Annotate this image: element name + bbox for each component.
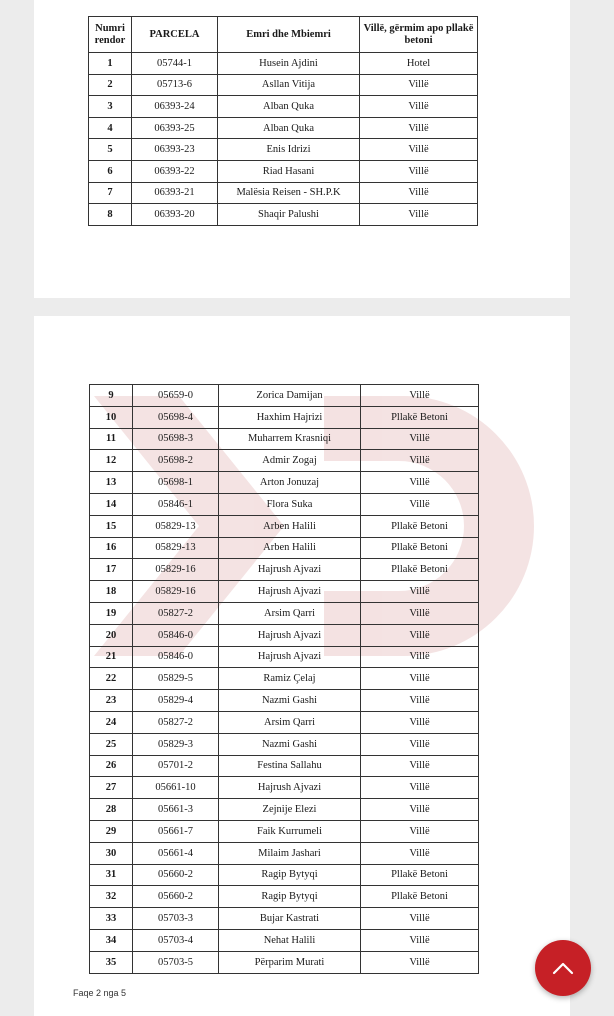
table-row: [90, 493, 479, 515]
cell-number: 26: [90, 755, 133, 777]
cell-parcel: 05829-16: [133, 559, 219, 581]
cell-parcel: 06393-25: [132, 117, 218, 139]
cell-structure-type: Pllakë Betoni: [361, 515, 479, 537]
cell-parcel: 05661-7: [133, 820, 219, 842]
cell-parcel: 05661-3: [133, 799, 219, 821]
cell-parcel: 05660-2: [133, 886, 219, 908]
table-row: [89, 139, 478, 161]
cell-owner-name: Festina Sallahu: [219, 755, 361, 777]
cell-owner-name: Milaim Jashari: [219, 842, 361, 864]
cell-structure-type: Villë: [361, 842, 479, 864]
cell-owner-name: Enis Idrizi: [218, 139, 360, 161]
cell-number: 4: [89, 117, 132, 139]
cell-number: 31: [90, 864, 133, 886]
cell-structure-type: Villë: [361, 711, 479, 733]
cell-parcel: 05827-2: [133, 711, 219, 733]
table-row: [89, 53, 478, 75]
table-row: [90, 406, 479, 428]
cell-number: 15: [90, 515, 133, 537]
cell-owner-name: Riad Hasani: [218, 160, 360, 182]
cell-number: 3: [89, 96, 132, 118]
cell-structure-type: Villë: [361, 493, 479, 515]
cell-parcel: 05846-0: [133, 646, 219, 668]
table-row: [90, 472, 479, 494]
document-page-2: [34, 316, 570, 1016]
cell-structure-type: Villë: [361, 472, 479, 494]
cell-owner-name: Malësia Reisen - SH.P.K: [218, 182, 360, 204]
cell-number: 30: [90, 842, 133, 864]
table-row: [89, 117, 478, 139]
table-row: [90, 799, 479, 821]
cell-number: 8: [89, 204, 132, 226]
table-header-row: [89, 17, 478, 53]
header-type: Villë, gërmim apo pllakë betoni: [360, 17, 478, 53]
cell-number: 13: [90, 472, 133, 494]
cell-structure-type: Villë: [361, 624, 479, 646]
table-row: [90, 581, 479, 603]
table-row: [90, 515, 479, 537]
cell-owner-name: Arsim Qarri: [219, 711, 361, 733]
cell-parcel: 06393-22: [132, 160, 218, 182]
cell-number: 29: [90, 820, 133, 842]
cell-number: 23: [90, 690, 133, 712]
cell-structure-type: Pllakë Betoni: [361, 406, 479, 428]
cell-owner-name: Shaqir Palushi: [218, 204, 360, 226]
cell-owner-name: Faik Kurrumeli: [219, 820, 361, 842]
table-row: [90, 690, 479, 712]
cell-number: 19: [90, 602, 133, 624]
cell-structure-type: Villë: [360, 139, 478, 161]
table-row: [90, 886, 479, 908]
cell-parcel: 06393-23: [132, 139, 218, 161]
cell-parcel: 06393-24: [132, 96, 218, 118]
cell-number: 6: [89, 160, 132, 182]
cell-structure-type: Villë: [360, 74, 478, 96]
cell-parcel: 05829-5: [133, 668, 219, 690]
cell-structure-type: Villë: [361, 755, 479, 777]
cell-parcel: 05698-4: [133, 406, 219, 428]
cell-structure-type: Pllakë Betoni: [361, 864, 479, 886]
cell-structure-type: Hotel: [360, 53, 478, 75]
cell-owner-name: Hajrush Ajvazi: [219, 646, 361, 668]
cell-parcel: 05713-6: [132, 74, 218, 96]
cell-owner-name: Ramiz Çelaj: [219, 668, 361, 690]
cell-parcel: 05829-13: [133, 515, 219, 537]
table-row: [89, 160, 478, 182]
cell-number: 18: [90, 581, 133, 603]
cell-number: 2: [89, 74, 132, 96]
chevron-up-icon: [552, 961, 574, 975]
table-row: [90, 842, 479, 864]
table-row: [90, 711, 479, 733]
cell-owner-name: Alban Quka: [218, 117, 360, 139]
cell-structure-type: Villë: [361, 668, 479, 690]
cell-structure-type: Villë: [361, 602, 479, 624]
cell-owner-name: Asllan Vitija: [218, 74, 360, 96]
cell-owner-name: Alban Quka: [218, 96, 360, 118]
cell-parcel: 05659-0: [133, 385, 219, 407]
cell-owner-name: Ragip Bytyqi: [219, 886, 361, 908]
cell-number: 35: [90, 951, 133, 973]
cell-structure-type: Pllakë Betoni: [361, 537, 479, 559]
cell-number: 12: [90, 450, 133, 472]
table-row: [89, 182, 478, 204]
cell-structure-type: Villë: [361, 385, 479, 407]
cell-owner-name: Zejnije Elezi: [219, 799, 361, 821]
cell-parcel: 05744-1: [132, 53, 218, 75]
table-row: [90, 668, 479, 690]
cell-parcel: 05846-0: [133, 624, 219, 646]
cell-structure-type: Villë: [361, 428, 479, 450]
cell-structure-type: Villë: [361, 929, 479, 951]
table-row: [90, 537, 479, 559]
cell-parcel: 05701-2: [133, 755, 219, 777]
cell-number: 27: [90, 777, 133, 799]
cell-parcel: 06393-21: [132, 182, 218, 204]
cell-parcel: 05829-13: [133, 537, 219, 559]
cell-owner-name: Hajrush Ajvazi: [219, 624, 361, 646]
cell-parcel: 06393-20: [132, 204, 218, 226]
cell-structure-type: Villë: [361, 733, 479, 755]
cell-structure-type: Villë: [361, 450, 479, 472]
cell-parcel: 05661-10: [133, 777, 219, 799]
cell-owner-name: Bujar Kastrati: [219, 908, 361, 930]
cell-parcel: 05703-4: [133, 929, 219, 951]
cell-number: 22: [90, 668, 133, 690]
table-row: [90, 908, 479, 930]
cell-structure-type: Pllakë Betoni: [361, 886, 479, 908]
table-row: [90, 646, 479, 668]
table-row: [90, 733, 479, 755]
cell-owner-name: Husein Ajdini: [218, 53, 360, 75]
cell-structure-type: Villë: [361, 799, 479, 821]
table-row: [90, 755, 479, 777]
cell-structure-type: Villë: [361, 777, 479, 799]
cell-number: 21: [90, 646, 133, 668]
cell-structure-type: Villë: [360, 117, 478, 139]
table-row: [90, 929, 479, 951]
cell-structure-type: Villë: [360, 204, 478, 226]
parcel-table-1: [88, 16, 478, 226]
header-name: Emri dhe Mbiemri: [218, 17, 360, 53]
cell-number: 5: [89, 139, 132, 161]
cell-structure-type: Villë: [360, 160, 478, 182]
cell-number: 17: [90, 559, 133, 581]
cell-number: 25: [90, 733, 133, 755]
cell-parcel: 05703-3: [133, 908, 219, 930]
cell-owner-name: Arton Jonuzaj: [219, 472, 361, 494]
table-row: [90, 864, 479, 886]
cell-owner-name: Hajrush Ajvazi: [219, 581, 361, 603]
cell-number: 32: [90, 886, 133, 908]
cell-owner-name: Admir Zogaj: [219, 450, 361, 472]
table-row: [90, 777, 479, 799]
header-number: Numri rendor: [89, 17, 132, 53]
cell-parcel: 05827-2: [133, 602, 219, 624]
cell-parcel: 05829-16: [133, 581, 219, 603]
cell-owner-name: Haxhim Hajrizi: [219, 406, 361, 428]
table-row: [90, 602, 479, 624]
cell-structure-type: Villë: [361, 581, 479, 603]
table-row: [90, 951, 479, 973]
cell-parcel: 05829-3: [133, 733, 219, 755]
table-row: [90, 820, 479, 842]
cell-number: 9: [90, 385, 133, 407]
cell-number: 28: [90, 799, 133, 821]
table-row: [90, 624, 479, 646]
cell-structure-type: Villë: [361, 951, 479, 973]
cell-owner-name: Arben Halili: [219, 515, 361, 537]
table-row: [89, 74, 478, 96]
table-row: [90, 385, 479, 407]
cell-structure-type: Villë: [361, 820, 479, 842]
cell-owner-name: Muharrem Krasniqi: [219, 428, 361, 450]
cell-owner-name: Nazmi Gashi: [219, 733, 361, 755]
cell-number: 34: [90, 929, 133, 951]
cell-owner-name: Hajrush Ajvazi: [219, 559, 361, 581]
table-row: [90, 428, 479, 450]
header-parcel: PARCELA: [132, 17, 218, 53]
cell-owner-name: Zorica Damijan: [219, 385, 361, 407]
cell-number: 20: [90, 624, 133, 646]
cell-structure-type: Villë: [361, 690, 479, 712]
cell-parcel: 05660-2: [133, 864, 219, 886]
cell-owner-name: Nazmi Gashi: [219, 690, 361, 712]
cell-owner-name: Flora Suka: [219, 493, 361, 515]
table-row: [89, 204, 478, 226]
page-footer: Faqe 2 nga 5: [73, 988, 127, 998]
table-row: [89, 96, 478, 118]
cell-number: 11: [90, 428, 133, 450]
scroll-to-top-button[interactable]: [535, 940, 591, 996]
cell-structure-type: Villë: [360, 96, 478, 118]
document-page-1: [34, 0, 570, 298]
table-row: [90, 450, 479, 472]
cell-owner-name: Nehat Halili: [219, 929, 361, 951]
cell-structure-type: Villë: [361, 908, 479, 930]
cell-parcel: 05846-1: [133, 493, 219, 515]
cell-number: 1: [89, 53, 132, 75]
cell-number: 24: [90, 711, 133, 733]
cell-parcel: 05698-3: [133, 428, 219, 450]
cell-owner-name: Përparim Murati: [219, 951, 361, 973]
cell-owner-name: Ragip Bytyqi: [219, 864, 361, 886]
cell-parcel: 05698-1: [133, 472, 219, 494]
cell-structure-type: Villë: [360, 182, 478, 204]
cell-parcel: 05661-4: [133, 842, 219, 864]
cell-number: 10: [90, 406, 133, 428]
cell-parcel: 05703-5: [133, 951, 219, 973]
cell-structure-type: Pllakë Betoni: [361, 559, 479, 581]
cell-number: 14: [90, 493, 133, 515]
cell-owner-name: Arsim Qarri: [219, 602, 361, 624]
cell-structure-type: Villë: [361, 646, 479, 668]
parcel-table-2: [89, 384, 479, 974]
table-row: [90, 559, 479, 581]
cell-number: 16: [90, 537, 133, 559]
cell-parcel: 05698-2: [133, 450, 219, 472]
cell-owner-name: Hajrush Ajvazi: [219, 777, 361, 799]
cell-number: 33: [90, 908, 133, 930]
cell-owner-name: Arben Halili: [219, 537, 361, 559]
cell-parcel: 05829-4: [133, 690, 219, 712]
cell-number: 7: [89, 182, 132, 204]
